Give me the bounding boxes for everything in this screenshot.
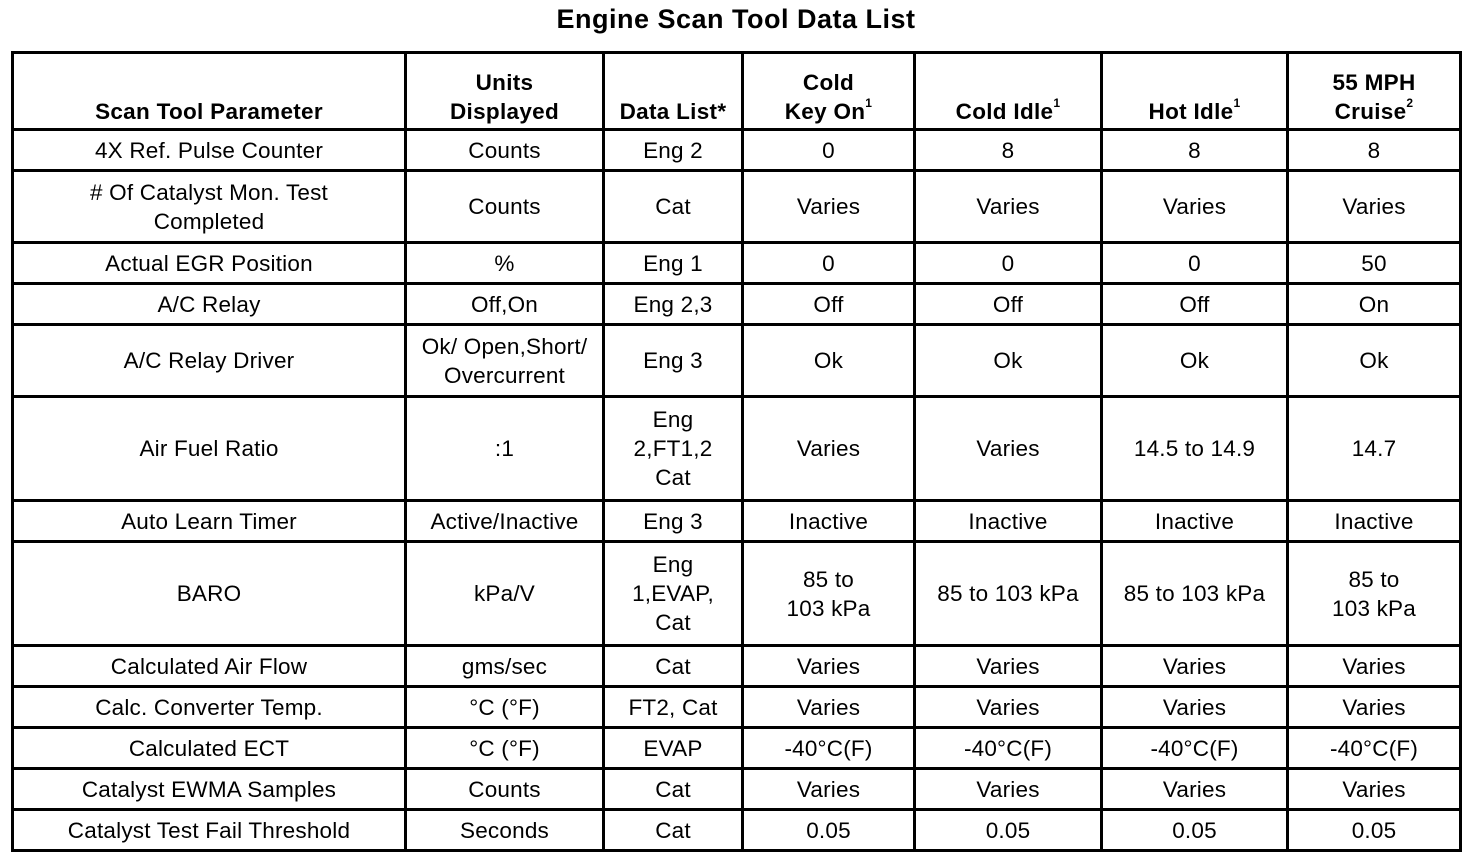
cell-text: Counts — [468, 194, 541, 219]
cell-text: Actual EGR Position — [105, 250, 313, 276]
cell-cold-key-on — [743, 284, 915, 325]
cell-text: 4X Ref. Pulse Counter — [94, 137, 324, 163]
table-row — [13, 243, 1461, 284]
cell-units — [406, 501, 604, 542]
cell-cruise — [1288, 284, 1461, 325]
column-header-units-line1: Units — [475, 70, 534, 95]
cell-cold-key-on — [743, 687, 915, 728]
cell-cold-idle — [915, 728, 1102, 769]
cell-text: Eng 2,3 — [633, 291, 713, 317]
cell-text: °C (°F) — [469, 735, 540, 761]
cell-text: Cat — [655, 776, 691, 802]
table-row — [13, 325, 1461, 397]
cell-text: 8 — [1001, 137, 1015, 163]
table-row — [13, 171, 1461, 243]
cell-text: Varies — [976, 194, 1040, 219]
cell-parameter — [13, 769, 406, 810]
cell-hot-idle — [1102, 769, 1288, 810]
cell-text: Eng — [652, 552, 694, 577]
cell-text: :1 — [494, 436, 515, 461]
cell-text: 0 — [1188, 250, 1201, 276]
cell-text: Varies — [796, 694, 861, 720]
cell-text: 14.5 to 14.9 — [1133, 436, 1256, 461]
cell-parameter — [13, 397, 406, 501]
cell-cruise — [1288, 810, 1461, 851]
cell-cruise — [1288, 646, 1461, 687]
cell-data-list — [604, 728, 743, 769]
cell-text: Cat — [655, 653, 691, 679]
cell-text: Eng 3 — [643, 348, 703, 373]
cell-cold-key-on — [743, 325, 915, 397]
cell-text: Varies — [1162, 194, 1227, 219]
cell-parameter — [13, 728, 406, 769]
scan-tool-data-table — [11, 51, 1462, 852]
cell-data-list — [604, 130, 743, 171]
cell-text: Counts — [468, 776, 541, 802]
cell-units — [406, 130, 604, 171]
cell-text: Eng 2 — [643, 137, 703, 163]
column-header-data-list-label: Data List* — [619, 99, 727, 124]
cell-text: 85 to 103 kPa — [937, 581, 1079, 606]
cell-units — [406, 397, 604, 501]
cell-text: Varies — [1162, 653, 1227, 679]
column-header-units — [406, 53, 604, 130]
cell-text: Eng 1 — [643, 250, 703, 276]
cell-text: 0.05 — [806, 817, 851, 843]
cell-units — [406, 243, 604, 284]
cell-cold-idle — [915, 646, 1102, 687]
cell-text: 2,FT1,2 — [633, 436, 713, 461]
cell-cruise — [1288, 130, 1461, 171]
cell-text: Varies — [976, 653, 1040, 679]
footnote-marker: 2 — [1406, 95, 1414, 110]
cell-text: 0 — [822, 137, 835, 163]
cell-text: Off,On — [470, 291, 539, 317]
cell-cruise — [1288, 687, 1461, 728]
cell-text: Ok — [1359, 348, 1389, 373]
cell-text: 50 — [1361, 250, 1387, 276]
cell-text: 1,EVAP, — [632, 581, 714, 606]
cell-cold-key-on — [743, 728, 915, 769]
cell-text: Varies — [1342, 694, 1406, 720]
cell-cruise — [1288, 728, 1461, 769]
cell-parameter — [13, 325, 406, 397]
cell-units — [406, 325, 604, 397]
cell-text: kPa/V — [473, 581, 536, 606]
column-header-parameter-label: Scan Tool Parameter — [95, 99, 323, 124]
cell-text: Overcurrent — [444, 362, 565, 388]
cell-text: Off — [1179, 291, 1210, 317]
cell-text: EVAP — [643, 735, 703, 761]
cell-text: °C (°F) — [469, 694, 540, 720]
cell-text: % — [494, 250, 515, 276]
cell-data-list — [604, 171, 743, 243]
table-row — [13, 728, 1461, 769]
cell-cruise — [1288, 501, 1461, 542]
cell-text: 0.05 — [1172, 817, 1217, 843]
cell-text: Varies — [1342, 776, 1406, 802]
table-row — [13, 397, 1461, 501]
table-row — [13, 810, 1461, 851]
cell-text: Ok — [813, 348, 844, 373]
column-header-cruise-line1: 55 MPH — [1332, 70, 1416, 95]
cell-hot-idle — [1102, 284, 1288, 325]
cell-units — [406, 687, 604, 728]
cell-cruise — [1288, 542, 1461, 646]
cell-cold-key-on — [743, 810, 915, 851]
cell-text: Catalyst EWMA Samples — [81, 776, 337, 802]
column-header-cold-idle-label: Cold Idle — [955, 99, 1054, 124]
cell-parameter — [13, 243, 406, 284]
cell-text: 103 kPa — [786, 595, 871, 621]
cell-text: 85 to 103 kPa — [1123, 581, 1266, 606]
cell-cruise — [1288, 397, 1461, 501]
cell-parameter — [13, 810, 406, 851]
cell-cruise — [1288, 325, 1461, 397]
cell-text: Varies — [796, 653, 861, 679]
cell-text: Inactive — [788, 508, 869, 534]
cell-text: 0.05 — [1351, 817, 1397, 843]
cell-cold-key-on — [743, 397, 915, 501]
table-row — [13, 501, 1461, 542]
cell-text: Auto Learn Timer — [121, 508, 297, 534]
cell-parameter — [13, 171, 406, 243]
cell-hot-idle — [1102, 728, 1288, 769]
column-header-cold-key-on — [743, 53, 915, 130]
cell-text: Varies — [976, 436, 1040, 461]
cell-text: Varies — [1162, 694, 1227, 720]
cell-hot-idle — [1102, 501, 1288, 542]
footnote-marker: 1 — [865, 95, 873, 110]
cell-cold-idle — [915, 284, 1102, 325]
column-header-parameter — [13, 53, 406, 130]
cell-cold-idle — [915, 325, 1102, 397]
cell-cold-key-on — [743, 130, 915, 171]
cell-data-list — [604, 325, 743, 397]
cell-text: A/C Relay — [157, 291, 261, 317]
cell-hot-idle — [1102, 542, 1288, 646]
cell-data-list — [604, 769, 743, 810]
cell-text: Eng 3 — [643, 508, 703, 534]
cell-text: Ok — [993, 348, 1023, 373]
table-row — [13, 284, 1461, 325]
cell-cold-idle — [915, 501, 1102, 542]
cell-text: 0.05 — [985, 817, 1031, 843]
cell-text: Completed — [153, 208, 265, 234]
column-header-data-list — [604, 53, 743, 130]
cell-parameter — [13, 284, 406, 325]
cell-parameter — [13, 501, 406, 542]
cell-cold-key-on — [743, 542, 915, 646]
cell-cold-idle — [915, 687, 1102, 728]
cell-text: Cat — [655, 194, 691, 219]
cell-text: Calculated Air Flow — [110, 653, 308, 679]
cell-text: 14.7 — [1351, 436, 1397, 461]
cell-cold-key-on — [743, 171, 915, 243]
footnote-marker: 1 — [1233, 95, 1241, 110]
header-row — [13, 53, 1461, 130]
column-header-cold-idle — [915, 53, 1102, 130]
cell-text: Counts — [468, 137, 541, 163]
cell-data-list — [604, 243, 743, 284]
cell-text: Varies — [1342, 194, 1406, 219]
cell-data-list — [604, 542, 743, 646]
cell-text: BARO — [176, 581, 242, 606]
cell-text: 0 — [822, 250, 835, 276]
cell-text: Active/Inactive — [430, 508, 579, 534]
table-body — [13, 130, 1461, 851]
cell-cold-key-on — [743, 501, 915, 542]
cell-hot-idle — [1102, 397, 1288, 501]
cell-cold-idle — [915, 810, 1102, 851]
cell-hot-idle — [1102, 130, 1288, 171]
cell-units — [406, 646, 604, 687]
column-header-hot-idle — [1102, 53, 1288, 130]
cell-text: Inactive — [1334, 508, 1414, 534]
cell-text: 85 to — [1348, 566, 1400, 592]
cell-text: # Of Catalyst Mon. Test — [89, 179, 329, 205]
cell-parameter — [13, 687, 406, 728]
cell-text: Varies — [796, 436, 861, 461]
cell-text: 0 — [1001, 250, 1015, 276]
cell-text: Off — [992, 291, 1024, 317]
cell-text: Cat — [655, 817, 691, 843]
cell-hot-idle — [1102, 243, 1288, 284]
cell-text: Ok/ Open,Short/ — [421, 333, 588, 359]
cell-data-list — [604, 284, 743, 325]
column-header-cold-key-on-line1: Cold — [802, 70, 855, 95]
cell-hot-idle — [1102, 810, 1288, 851]
cell-text: Catalyst Test Fail Threshold — [67, 817, 351, 843]
table-row — [13, 130, 1461, 171]
cell-parameter — [13, 130, 406, 171]
cell-text: Seconds — [460, 817, 549, 843]
cell-cold-idle — [915, 130, 1102, 171]
cell-text: -40°C(F) — [1150, 735, 1239, 761]
cell-cruise — [1288, 769, 1461, 810]
cell-units — [406, 810, 604, 851]
cell-cold-idle — [915, 542, 1102, 646]
cell-text: Ok — [1179, 348, 1210, 373]
cell-text: Cat — [655, 465, 691, 490]
cell-text: Varies — [1162, 776, 1227, 802]
cell-units — [406, 769, 604, 810]
cell-text: A/C Relay Driver — [123, 348, 295, 373]
column-header-cruise — [1288, 53, 1461, 130]
cell-text: Calc. Converter Temp. — [95, 694, 323, 720]
cell-data-list — [604, 810, 743, 851]
cell-units — [406, 284, 604, 325]
cell-cold-idle — [915, 397, 1102, 501]
cell-parameter — [13, 542, 406, 646]
cell-text: 8 — [1188, 137, 1201, 163]
cell-text: 85 to — [802, 566, 855, 592]
cell-text: Eng — [652, 407, 694, 432]
cell-text: 103 kPa — [1332, 595, 1416, 621]
column-header-hot-idle-label: Hot Idle — [1148, 99, 1234, 124]
table-row — [13, 687, 1461, 728]
cell-data-list — [604, 501, 743, 542]
cell-units — [406, 171, 604, 243]
page-title: Engine Scan Tool Data List — [556, 4, 916, 34]
cell-text: gms/sec — [461, 653, 548, 679]
cell-cold-key-on — [743, 646, 915, 687]
cell-cold-idle — [915, 243, 1102, 284]
cell-cold-idle — [915, 769, 1102, 810]
table-row — [13, 542, 1461, 646]
cell-text: Varies — [796, 194, 861, 219]
cell-text: FT2, Cat — [628, 694, 718, 720]
cell-text: -40°C(F) — [1329, 735, 1419, 761]
column-header-cold-key-on-line2: Key On — [784, 99, 866, 124]
cell-data-list — [604, 646, 743, 687]
cell-text: 8 — [1367, 137, 1381, 163]
cell-text: -40°C(F) — [784, 735, 873, 761]
cell-text: Inactive — [968, 508, 1048, 534]
column-header-units-line2: Displayed — [450, 99, 559, 124]
cell-text: Varies — [976, 776, 1040, 802]
cell-cruise — [1288, 171, 1461, 243]
cell-text: Calculated ECT — [128, 735, 290, 761]
cell-cold-idle — [915, 171, 1102, 243]
table-row — [13, 769, 1461, 810]
cell-cruise — [1288, 243, 1461, 284]
cell-hot-idle — [1102, 687, 1288, 728]
cell-text: Varies — [796, 776, 861, 802]
table-row — [13, 646, 1461, 687]
cell-text: Air Fuel Ratio — [139, 436, 279, 461]
cell-hot-idle — [1102, 171, 1288, 243]
cell-text: Off — [813, 291, 844, 317]
cell-hot-idle — [1102, 325, 1288, 397]
cell-data-list — [604, 687, 743, 728]
cell-hot-idle — [1102, 646, 1288, 687]
cell-cold-key-on — [743, 243, 915, 284]
cell-cold-key-on — [743, 769, 915, 810]
cell-text: On — [1358, 291, 1390, 317]
cell-data-list — [604, 397, 743, 501]
cell-parameter — [13, 646, 406, 687]
column-header-cruise-line2: Cruise — [1334, 99, 1407, 124]
cell-units — [406, 542, 604, 646]
cell-text: Varies — [976, 694, 1040, 720]
footnote-marker: 1 — [1053, 95, 1061, 110]
cell-text: Inactive — [1154, 508, 1235, 534]
cell-text: Varies — [1342, 653, 1406, 679]
cell-units — [406, 728, 604, 769]
cell-text: -40°C(F) — [963, 735, 1053, 761]
cell-text: Cat — [655, 610, 691, 635]
